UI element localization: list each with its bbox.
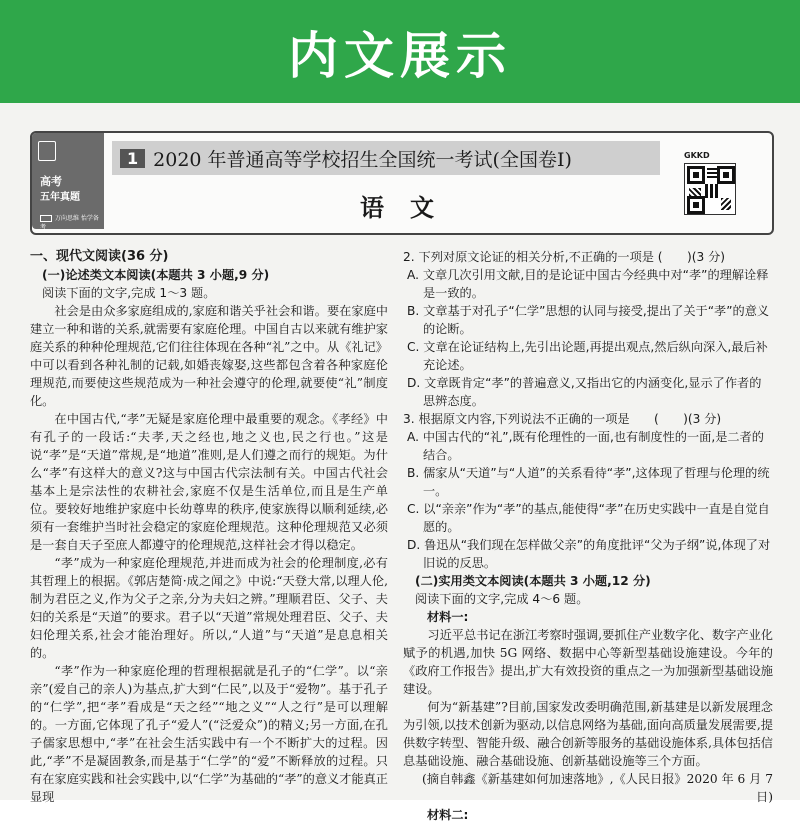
book-icon <box>38 141 56 161</box>
option: A. 文章几次引用文献,目的是论证中国古今经典中对“孝”的理解诠释是一致的。 <box>407 268 769 300</box>
banner <box>0 0 800 103</box>
left-column <box>30 248 388 806</box>
publisher-logo-icon <box>40 215 52 222</box>
source-citation: (摘自韩鑫《新基建如何加速落地》,《人民日报》2020 年 6 月 7 日) <box>422 772 773 804</box>
material-heading: 材料一: <box>427 610 469 624</box>
subject-title: 语文 <box>360 194 460 222</box>
paragraph: 何为“新基建”?目前,国家发改委明确范围,新基建是以新发展理念为引领,以技术创新为驱动,以信息网络为基础,面向高质量发展需要,提供数字转型、智能升级、融合创新等服务的基础设施体系,具体包括信息基础设施、融合基础设施、创新基础设施等三个方面。 <box>403 700 773 768</box>
option: A. 中国古代的“礼”,既有伦理性的一面,也有制度性的一面,是二者的结合。 <box>407 430 764 462</box>
banner-title: 内文展示 <box>288 26 512 85</box>
question-3: 3. 根据原文内容,下列说法不正确的一项是 ( )(3 分) <box>403 412 722 426</box>
paragraph: “孝”成为一种家庭伦理规范,并进而成为社会的伦理制度,必有其哲理上的根据。《郭店楚简·成之闻之》中说:“天登大常,以理人伦,制为君臣之义,作为父子之亲,分为夫妇之辨。”理顺君臣、父子、夫妇的关系是“天道”的要求。君子以“天道”常规处理君臣、父子、夫妇伦理关系,社会才能治理好。所以,“人道”与“天道”是息息相关的。 <box>30 556 388 660</box>
subsection-heading: (二)实用类文本阅读(本题共 3 小题,12 分) <box>415 574 651 588</box>
paragraph: 社会是由众多家庭组成的,家庭和谐关乎社会和谐。要在家庭中建立一种和谐的关系,就需要有家庭伦理。中国自古以来就有维护家庭关系的种种伦理规范,它们往往体现在各种“礼”之中。从《礼记》中可以看到各种礼制的记载,如婚丧嫁娶,这些都包含着各种家庭伦理规范,而要使这些规范成为一种社会遵守的伦理,就要使“礼”制度化。 <box>30 304 388 408</box>
exam-title-bar <box>112 141 660 175</box>
option: D. 文章既肯定“孝”的普遍意义,又指出它的内涵变化,显示了作者的思辨态度。 <box>407 376 762 408</box>
qr-code-icon[interactable] <box>684 163 736 215</box>
exam-page <box>0 103 800 822</box>
right-column <box>403 248 773 824</box>
series-sublabel: 五年真题 <box>40 192 80 203</box>
paragraph: 在中国古代,“孝”无疑是家庭伦理中最重要的观念。《孝经》中有孔子的一段话:“夫孝,天之经也,地之义也,民之行也。”这是说“孝”是“天道”常规,是“地道”准则,是人们遵之而行的规矩。为什么“孝”有这样大的意义?这与中国古代宗法制有关。中国古代社会基本上是宗法性的农耕社会,家庭不仅是生活单位,而且是生产单位。要较好地维护家庭中长幼尊卑的秩序,使家族得以顺利延续,必须有一套维护当时社会稳定的家庭伦理规范。这种伦理规范又必须是一套自天子至庶人都遵守的伦理规范,这样社会才得以稳定。 <box>30 412 388 552</box>
series-label: 高考 <box>40 175 62 188</box>
option: B. 儒家从“天道”与“人道”的关系看待“孝”,这体现了哲理与伦理的统一。 <box>407 466 770 498</box>
instruction: 阅读下面的文字,完成 1～3 题。 <box>42 286 216 300</box>
exam-number-badge: 1 <box>120 149 145 168</box>
material-heading: 材料二: <box>427 808 469 822</box>
paragraph: “孝”作为一种家庭伦理的哲理根据就是孔子的“仁学”。以“亲亲”(爱自己的亲人)为基点,扩大到“仁民”,以及于“爱物”。基于孔子的“仁学”,把“孝”看成是“天之经”“地之义”“人之行”是可以理解的。一方面,它体现了孔子“爱人”(“泛爱众”)的精义;另一方面,在孔子儒家思想中,“孝”在社会生活实践中有一个不断扩大的过程。因此,“孝”不是凝固教条,而是基于“仁学”的“爱”不断释放的过程。只有在家庭实践和社会实践中,以“仁学”为基础的“孝”的意义才能真正显现 <box>30 664 388 804</box>
exam-title: 2020 年普通高等学校招生全国统一考试(全国卷Ⅰ) <box>153 148 572 171</box>
publisher-name: 万向思维 怡学备考 <box>40 215 99 231</box>
instruction: 阅读下面的文字,完成 4～6 题。 <box>415 592 589 606</box>
paragraph: 习近平总书记在浙江考察时强调,要抓住产业数字化、数字产业化赋予的机遇,加快 5G 网络、数据中心等新型基础设施建设。今年的《政府工作报告》提出,扩大有效投资的重点之一为加强新型基础设施建设。 <box>403 628 773 696</box>
series-tab <box>32 133 104 229</box>
subsection-heading: (一)论述类文本阅读(本题共 3 小题,9 分) <box>42 268 270 282</box>
qr-label: GKKD <box>684 151 710 160</box>
question-2: 2. 下列对原文论证的相关分析,不正确的一项是 ( )(3 分) <box>403 250 726 264</box>
publisher <box>40 213 104 231</box>
option: B. 文章基于对孔子“仁学”思想的认同与接受,提出了关于“孝”的意义的论断。 <box>407 304 770 336</box>
option: C. 以“亲亲”作为“孝”的基点,能使得“孝”在历史实践中一直是自觉自愿的。 <box>407 502 770 534</box>
option: C. 文章在论证结构上,先引出论题,再提出观点,然后纵向深入,最后补充论述。 <box>407 340 768 372</box>
section-heading: 一、现代文阅读(36 分) <box>30 249 169 264</box>
option: D. 鲁迅从“我们现在怎样做父亲”的角度批评“父为子纲”说,体现了对旧说的反思。 <box>407 538 771 570</box>
